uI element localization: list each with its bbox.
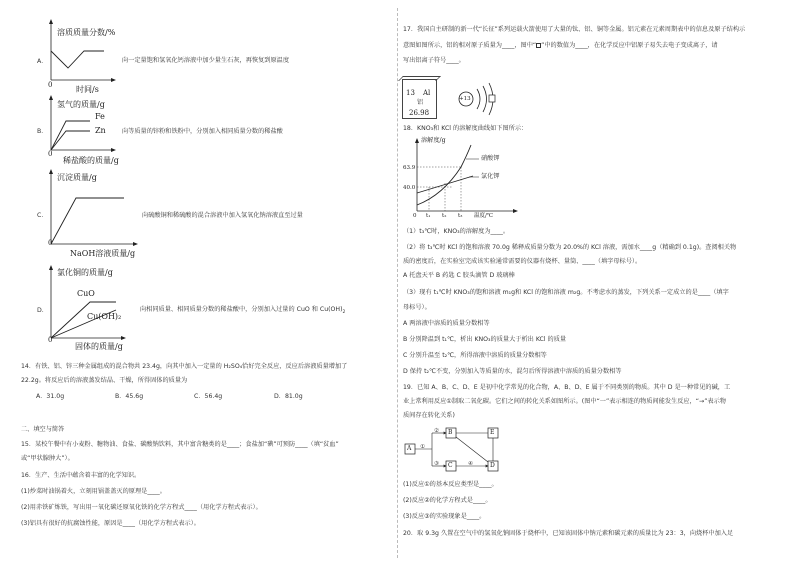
option-b-description: 向等质量的锌粉和铁粉中，分别加入相同质量分数的稀盐酸 — [122, 128, 283, 135]
q19-line3: 质间存在转化关系) — [403, 412, 455, 419]
solubility-series-kcl: 氯化钾 — [481, 173, 500, 180]
option-c-letter: C． — [37, 212, 48, 219]
option-d-origin: 0 — [48, 336, 53, 344]
q18-sub1: （1）t₃℃时，KNO₃的溶解度为____。 — [403, 228, 510, 235]
reaction-mark-3: ③ — [434, 461, 439, 467]
node-a: A — [407, 445, 412, 452]
option-c-xlabel: NaOH溶液质量/g — [70, 249, 136, 258]
q14-choice-b[interactable]: B．45.6g — [115, 393, 144, 400]
q20-line1: 20．取 9.3g 久置在空气中的氢氧化钠固体于烧杯中，已知该固体中钠元素和碳元素的质量比为 23：3，向烧杯中加入足 — [403, 530, 734, 537]
solubility-chart — [403, 137, 523, 223]
element-cell — [402, 79, 437, 119]
option-a-xlabel: 时间/s — [76, 85, 99, 94]
q16-sub1: (1)炒菜时油锅着火，立刻用锅盖盖灭的原理是____。 — [21, 488, 166, 495]
node-d: D — [490, 462, 495, 469]
q19-sub3: (3)反应③的实验现象是____。 — [403, 513, 486, 520]
q18-option-b[interactable]: B 分别降温到 t₁℃，析出 KNO₃的质量大于析出 KCl 的质量 — [403, 336, 567, 343]
option-b-letter: B． — [37, 128, 48, 135]
solubility-series-kno3: 硝酸钾 — [481, 155, 500, 162]
q18-sub2-line1: （2）将 t₃℃时 KCl 的饱和溶液 70.0g 稀释成质量分数为 20.0%的 KCl 溶液，需加水____g（精确到 0.1g)。查阅相关物 — [403, 244, 737, 251]
element-cell-name: 铝 — [417, 99, 424, 106]
q19-sub1: (1)反应①的基本反应类型是____。 — [403, 481, 498, 488]
q14-line1: 14．有铁、铝、锌三种金属组成的混合物共 23.4g，向其中加入一定量的 H₂SO₄恰好完全反应，反应后溶液质量增加了 — [21, 363, 348, 370]
solubility-xtick-0: 0 — [413, 213, 417, 219]
option-d-ylabel: 氯化铜的质量/g — [57, 268, 113, 277]
option-a-description: 向一定量饱和氢氧化钙溶液中加少量生石灰，再恢复到原温度 — [122, 57, 290, 64]
q18-option-a[interactable]: A 两溶液中溶质的质量分数相等 — [403, 320, 490, 327]
q18-sub2-instruments: A 托盘天平 B 药匙 C 胶头滴管 D 玻璃棒 — [403, 272, 515, 279]
option-d-letter: D． — [37, 307, 48, 314]
q18-stem: 18．KNO₃和 KCl 的溶解度曲线如下图所示： — [403, 125, 528, 132]
q16-stem: 16．生产、生活中蕴含着丰富的化学知识。 — [21, 472, 141, 479]
q15-line1: 15．某校午餐中有小麦粉、糖物油、食盐、碳酸钠饮料，其中富含糖类的是____；食盐加“碘”可预防____（填“贫血” — [21, 441, 339, 448]
q17-line1: 17．我国自主研制的新一代“长征”系列运载火箭使用了大量的钛、铝、铜等金属。铝元素在元素周期表中的信息及原子结构示 — [403, 26, 746, 33]
node-b: B — [448, 429, 453, 436]
element-cell-number: 13 — [406, 89, 415, 97]
q15-line2: 或“甲状腺肿大”）。 — [21, 455, 74, 462]
option-b-origin: 0 — [48, 150, 53, 158]
reaction-mark-2: ② — [434, 428, 439, 434]
kno3-curve — [417, 145, 471, 205]
node-e: E — [490, 429, 495, 436]
option-a-origin: 0 — [48, 81, 53, 89]
q19-sub2: (2)反应②的化学方程式是____。 — [403, 497, 492, 504]
q18-option-d[interactable]: D 保持 t₂℃不变，分别加入等质量的水，混匀后所得溶液中溶质的质量分数相等 — [403, 368, 622, 375]
solubility-xlabel: 温度/℃ — [474, 213, 494, 219]
column-divider — [397, 8, 398, 558]
option-b-series-zn: Zn — [95, 126, 106, 135]
option-a-letter: A． — [37, 58, 48, 65]
section-2-heading: 二、填空与简答 — [21, 426, 65, 433]
q18-sub2-line2: 质的密度后，在实验室完成该实验通常需要的仪器有烧杯、量筒、____（填字母标号）。 — [403, 258, 642, 265]
q14-choice-d[interactable]: D．81.0g — [274, 393, 303, 400]
element-cell-symbol: Al — [423, 89, 431, 97]
reaction-mark-4: ④ — [468, 461, 473, 467]
solubility-xtick-t3: t₃ — [458, 213, 463, 219]
q19-line1: 19．已知 A、B、C、D、E 是初中化学常见的化合物，A、B、D、E 属于不同类别的物质。其中 D 是一种常见的碱，工 — [403, 384, 731, 391]
option-b-series-fe: Fe — [95, 112, 105, 121]
option-c-description: 向硫酸铜和稀硫酸的混合溶液中加入氢氧化钠溶液直至过量 — [142, 212, 303, 219]
q17-line3: 写出铝离子符号____。 — [403, 57, 465, 64]
q16-sub2: (2)用赤铁矿炼铁，写出用一氧化碳还原氧化铁的化学方程式____（用化学方程式表示）。 — [21, 504, 262, 511]
option-a-ylabel: 溶质质量分数/% — [57, 28, 116, 37]
solubility-xtick-t1: t₁ — [426, 213, 431, 219]
q14-choice-c[interactable]: C．56.4g — [194, 393, 223, 400]
option-b-ylabel: 氢气的质量/g — [57, 100, 105, 109]
q14-line2: 22.2g。将反应后的溶液蒸发结晶、干燥，所得固体的质量为 — [21, 377, 188, 384]
solubility-ytick-63-9: 63.9 — [403, 165, 416, 171]
node-c: C — [448, 462, 453, 469]
q16-sub3: (3)铝具有很好的抗腐蚀性能，原因是____（用化学方程式表示）。 — [21, 520, 200, 527]
solubility-xtick-t2: t₂ — [442, 213, 447, 219]
option-d-series-cuo: CuO — [77, 289, 95, 298]
option-d-series-cuoh2: Cu(OH)₂ — [87, 312, 122, 321]
q18-sub3-line2: 母标号）。 — [403, 304, 431, 311]
solubility-ytick-40: 40.0 — [403, 185, 416, 191]
q18-sub3-line1: （3）现有 t₁℃时 KNO₃的饱和溶液 m₁g和 KCl 的饱和溶液 m₂g。不考虑水的蒸发，下列关系一定成立的是____（填字 — [403, 289, 729, 296]
q19-line2: 业上常利用反应①制取二氧化碳。它们之间的转化关系如图所示。(图中“一”表示相连的物质间能发生反应，“→”表示物 — [403, 398, 726, 405]
option-d-description: 向相同质量、相同质量分数的稀盐酸中，分别加入过量的 CuO 和 $Cu(OH)_2$ — [140, 306, 346, 316]
option-c-origin: 0 — [48, 239, 53, 247]
q14-choice-a[interactable]: A．31.0g — [36, 393, 65, 400]
q17-line2: 意图如图所示，铝的相对原子质量为____，图中“ ”中的数值为____，在化学反应中铝原子易失去电子变成离子，请 — [403, 42, 718, 49]
al-nucleus-label: +13 — [459, 96, 471, 102]
option-d-xlabel: 固体的质量/g — [75, 342, 123, 351]
q18-option-c[interactable]: C 分别升温至 t₂℃，所得溶液中溶质的质量分数相等 — [403, 352, 547, 359]
solubility-ylabel: 溶解度/g — [421, 137, 446, 144]
reaction-mark-1: ① — [420, 444, 425, 450]
option-b-xlabel: 稀盐酸的质量/g — [63, 156, 119, 165]
element-cell-mass: 26.98 — [409, 109, 430, 117]
option-c-ylabel: 沉淀质量/g — [57, 173, 97, 182]
